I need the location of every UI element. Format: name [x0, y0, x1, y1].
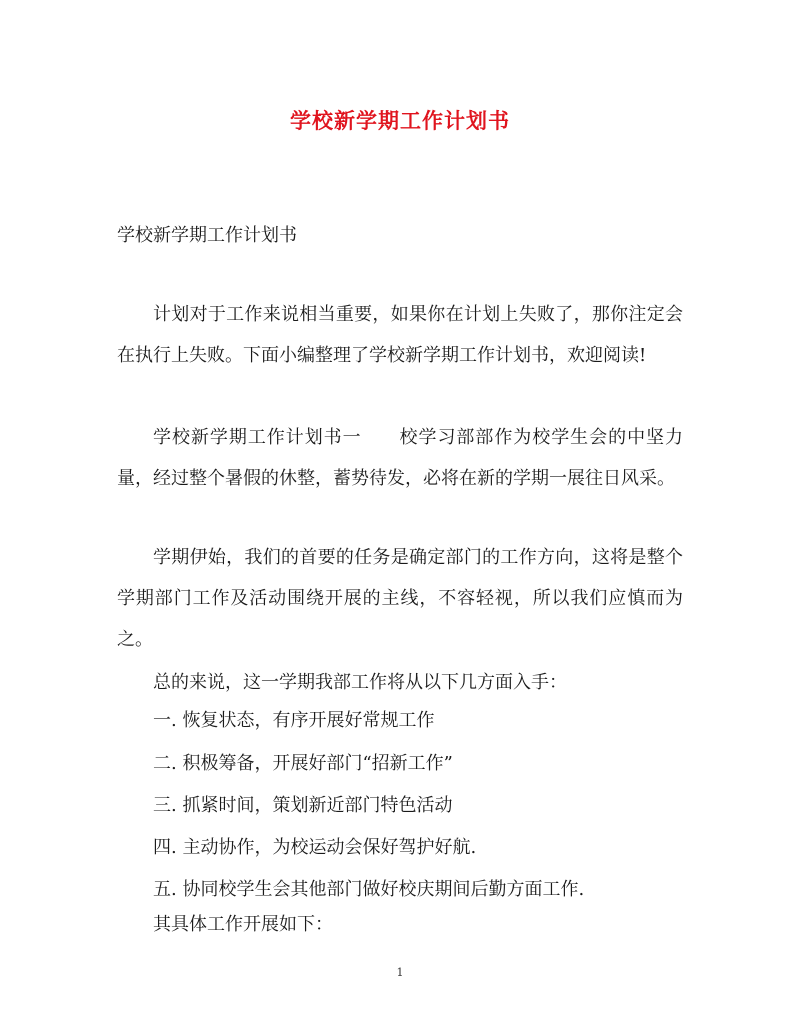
start-paragraph: 学期伊始，我们的首要的任务是确定部门的工作方向，这将是整个学期部门工作及活动围绕开展的主线，不容轻视，所以我们应慎而为之。: [117, 547, 683, 650]
list-item: 四. 主动协作，为校运动会保好驾护好航.: [153, 837, 477, 858]
document-subtitle: 学校新学期工作计划书: [117, 225, 297, 246]
list-item: 五. 协同校学生会其他部门做好校庆期间后勤方面工作.: [153, 879, 585, 900]
overall-paragraph: 总的来说，这一学期我部工作将从以下几方面入手：: [153, 672, 567, 693]
section1-paragraph: 学校新学期工作计划书一 校学习部部作为校学生会的中坚力量，经过整个暑假的休整，蓄势待发，必将在新的学期一展往日风采。: [117, 427, 683, 489]
intro-paragraph: 计划对于工作来说相当重要，如果你在计划上失败了，那你注定会在执行上失败。下面小编整理了学校新学期工作计划书，欢迎阅读!: [117, 304, 683, 366]
page-number: 1: [396, 966, 404, 979]
list-item: 三. 抓紧时间，策划新近部门特色活动: [153, 795, 453, 816]
list-item: 一. 恢复状态，有序开展好常规工作: [153, 710, 435, 731]
document-title: 学校新学期工作计划书: [290, 108, 510, 133]
list-item: 二. 积极筹备，开展好部门“招新工作”: [153, 753, 453, 774]
detail-intro: 其具体工作开展如下：: [153, 914, 333, 935]
